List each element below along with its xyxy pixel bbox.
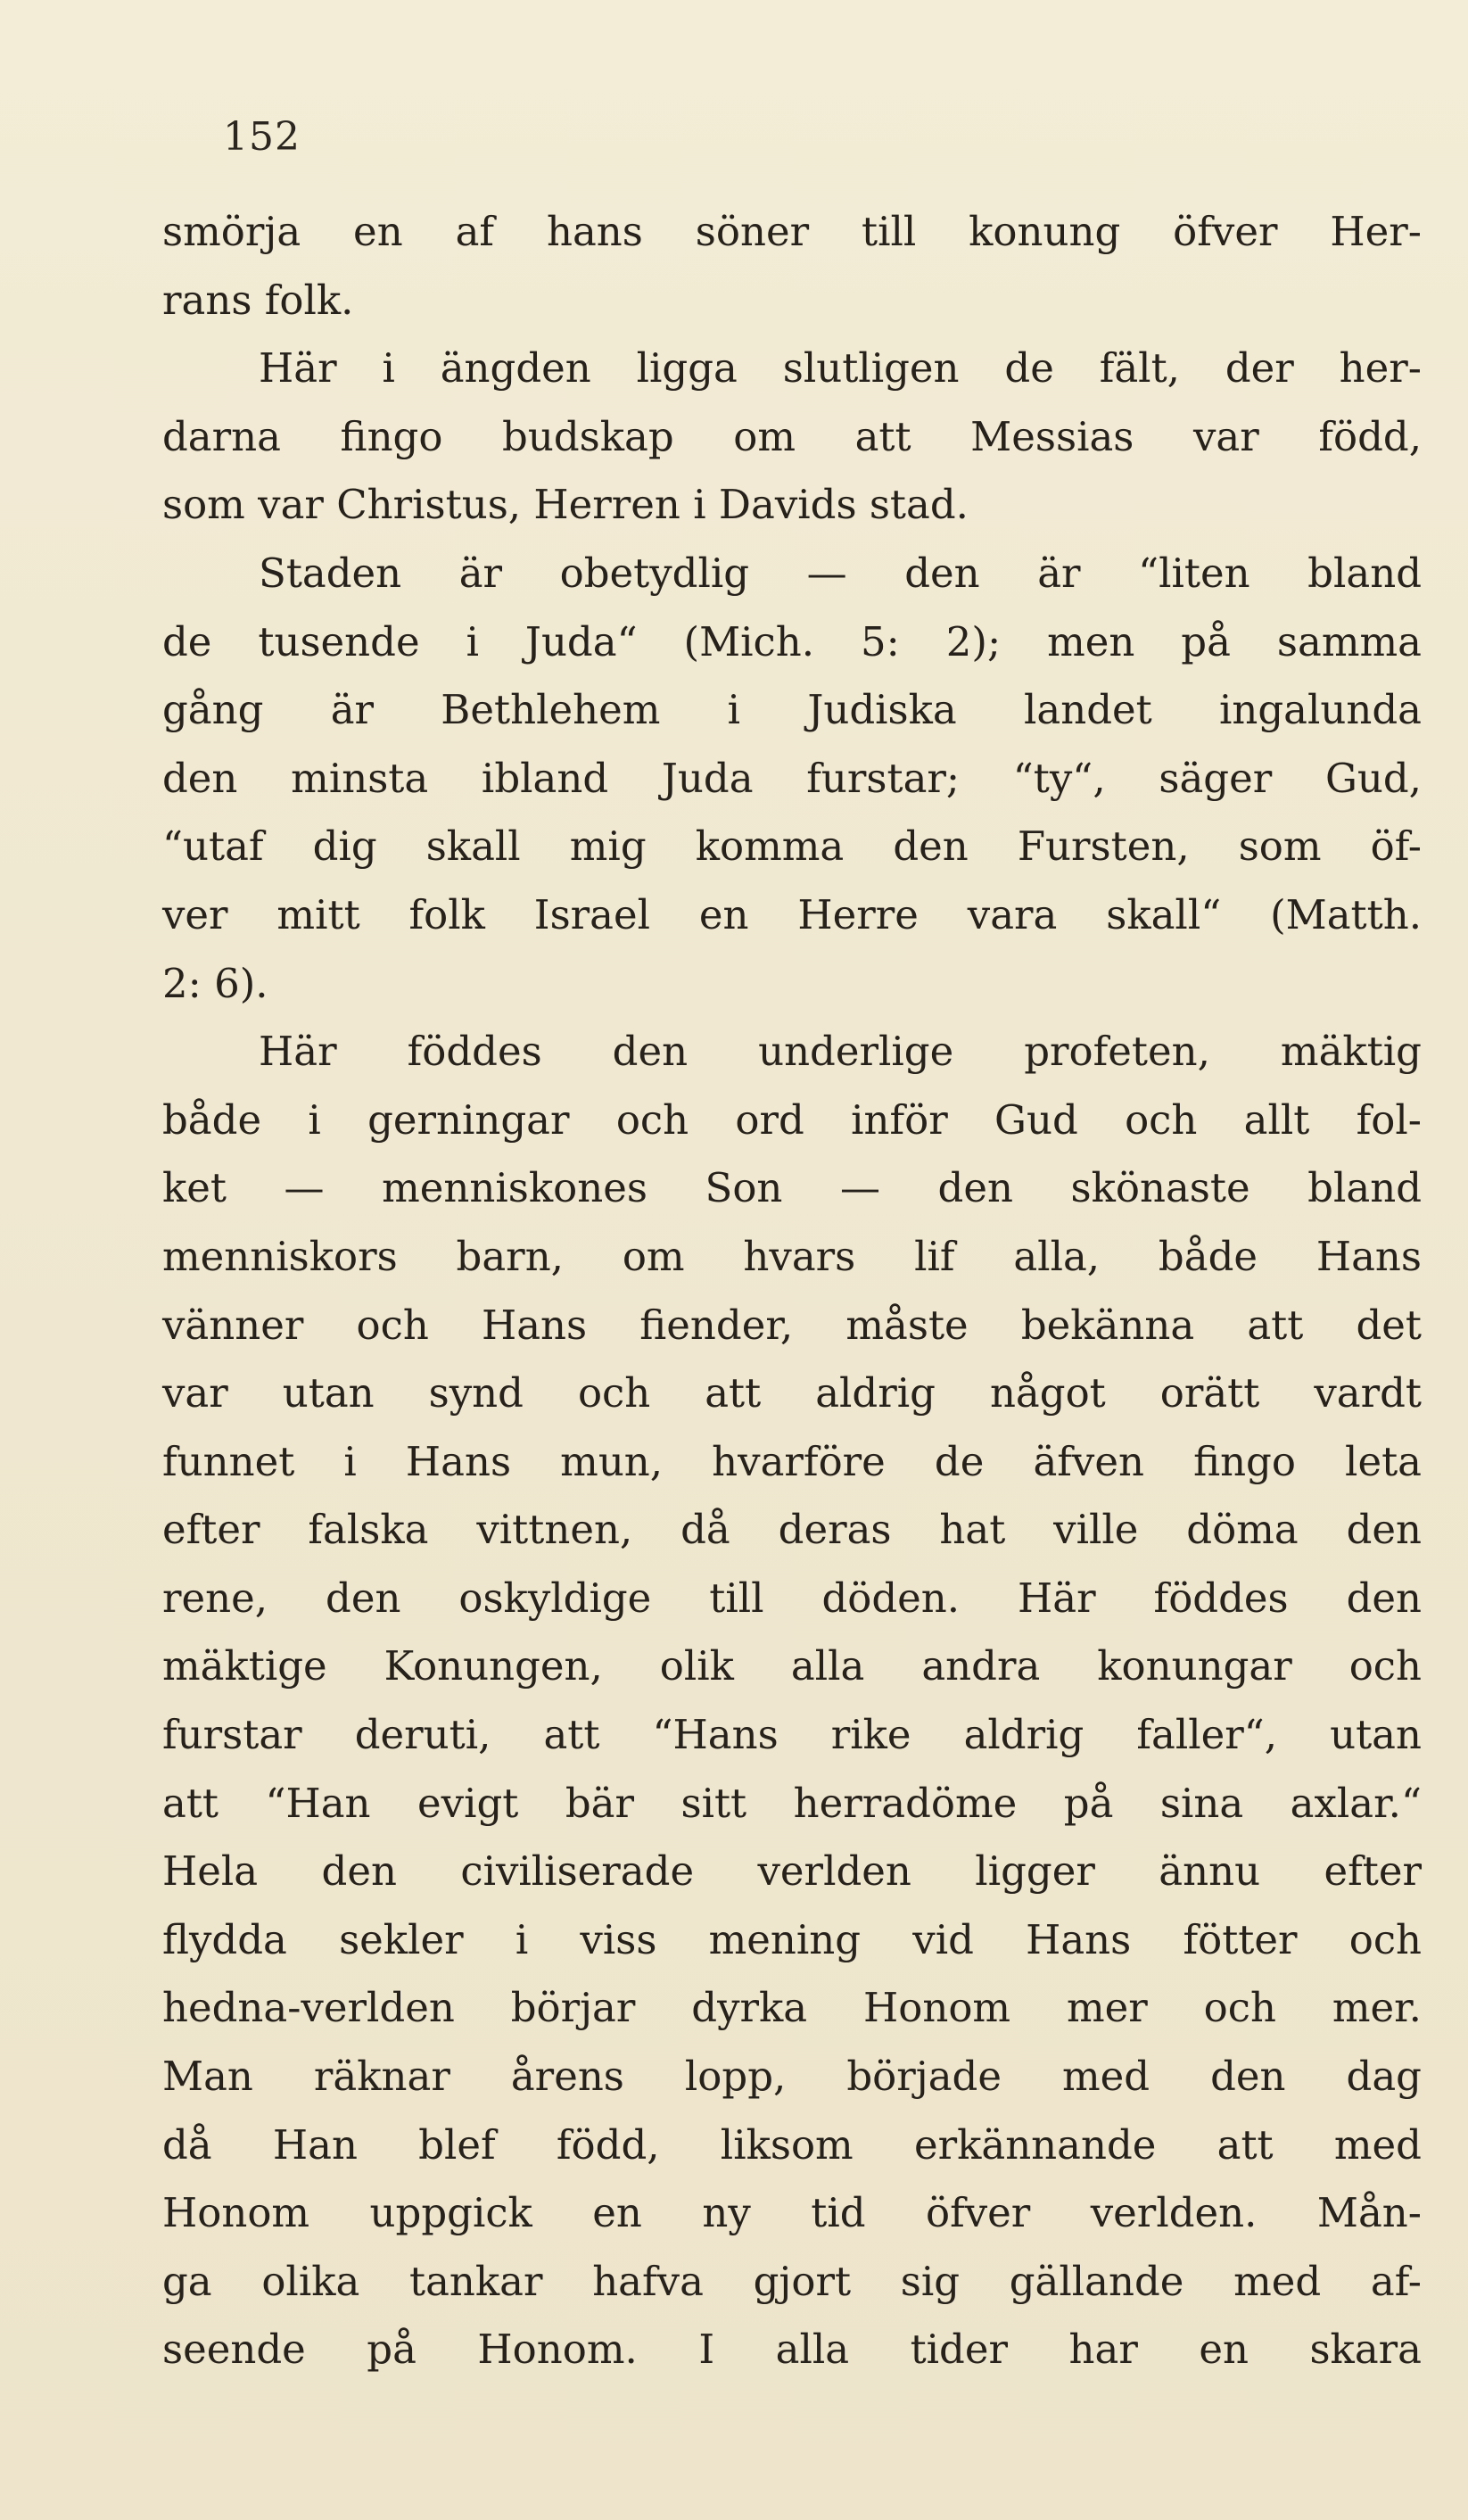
page-number: 152 [223,114,301,160]
text-line: Här föddes den underlige profeten, mäktig [259,1028,1422,1076]
text-line: smörja en af hans söner till konung öfver Her- [162,208,1422,255]
text-line: var utan synd och att aldrig något orätt vardt [162,1369,1422,1417]
text-line: mäktige Konungen, olik alla andra konungar och [162,1642,1422,1690]
text-line: ver mitt folk Israel en Herre vara skall“ (Matth. [162,890,1422,938]
text-line: funnet i Hans mun, hvarföre de äfven fingo leta [162,1437,1422,1485]
text-line: darna fingo budskap om att Messias var född, [162,412,1422,460]
text-line: “utaf dig skall mig komma den Fursten, som öf- [162,822,1422,871]
text-line: de tusende i Juda“ (Mich. 5: 2); men på samma [162,617,1422,665]
text-line: 2: 6). [162,959,268,1007]
text-line: gång är Bethlehem i Judiska landet ingalunda [162,686,1422,734]
text-line: efter falska vittnen, då deras hat ville döma den [162,1506,1422,1554]
text-line: den minsta ibland Juda furstar; “ty“, säger Gud, [162,754,1422,802]
text-line: hedna-verlden börjar dyrka Honom mer och mer. [162,1984,1422,2032]
text-line: Hela den civiliserade verlden ligger ännu efter [162,1847,1422,1896]
body-text [162,198,1422,2384]
text-line: Honom uppgick en ny tid öfver verlden. Mån- [162,2189,1422,2237]
text-line: furstar deruti, att “Hans rike aldrig faller“, utan [162,1711,1422,1759]
text-line: menniskors barn, om hvars lif alla, både Hans [162,1232,1422,1280]
text-line: seende på Honom. I alla tider har en skara [162,2326,1422,2374]
text-line: vänner och Hans fiender, måste bekänna att det [162,1301,1422,1349]
text-line: Här i ängden ligga slutligen de fält, der her- [259,344,1422,392]
text-line: både i gerningar och ord inför Gud och allt fol- [162,1095,1422,1144]
text-line: Staden är obetydlig — den är “liten bland [259,549,1422,597]
text-line: flydda sekler i viss mening vid Hans fötter och [162,1915,1422,1963]
text-line: rene, den oskyldige till döden. Här föddes den [162,1574,1422,1622]
text-line: ket — menniskones Son — den skönaste bland [162,1164,1422,1212]
text-line: Man räknar årens lopp, började med den dag [162,2053,1422,2101]
text-line: ga olika tankar hafva gjort sig gällande med af- [162,2257,1422,2305]
text-line: som var Christus, Herren i Davids stad. [162,481,969,529]
text-line: då Han blef född, liksom erkännande att med [162,2120,1422,2169]
text-line: rans folk. [162,276,354,324]
text-line: att “Han evigt bär sitt herradöme på sina axlar.“ [162,1779,1422,1827]
